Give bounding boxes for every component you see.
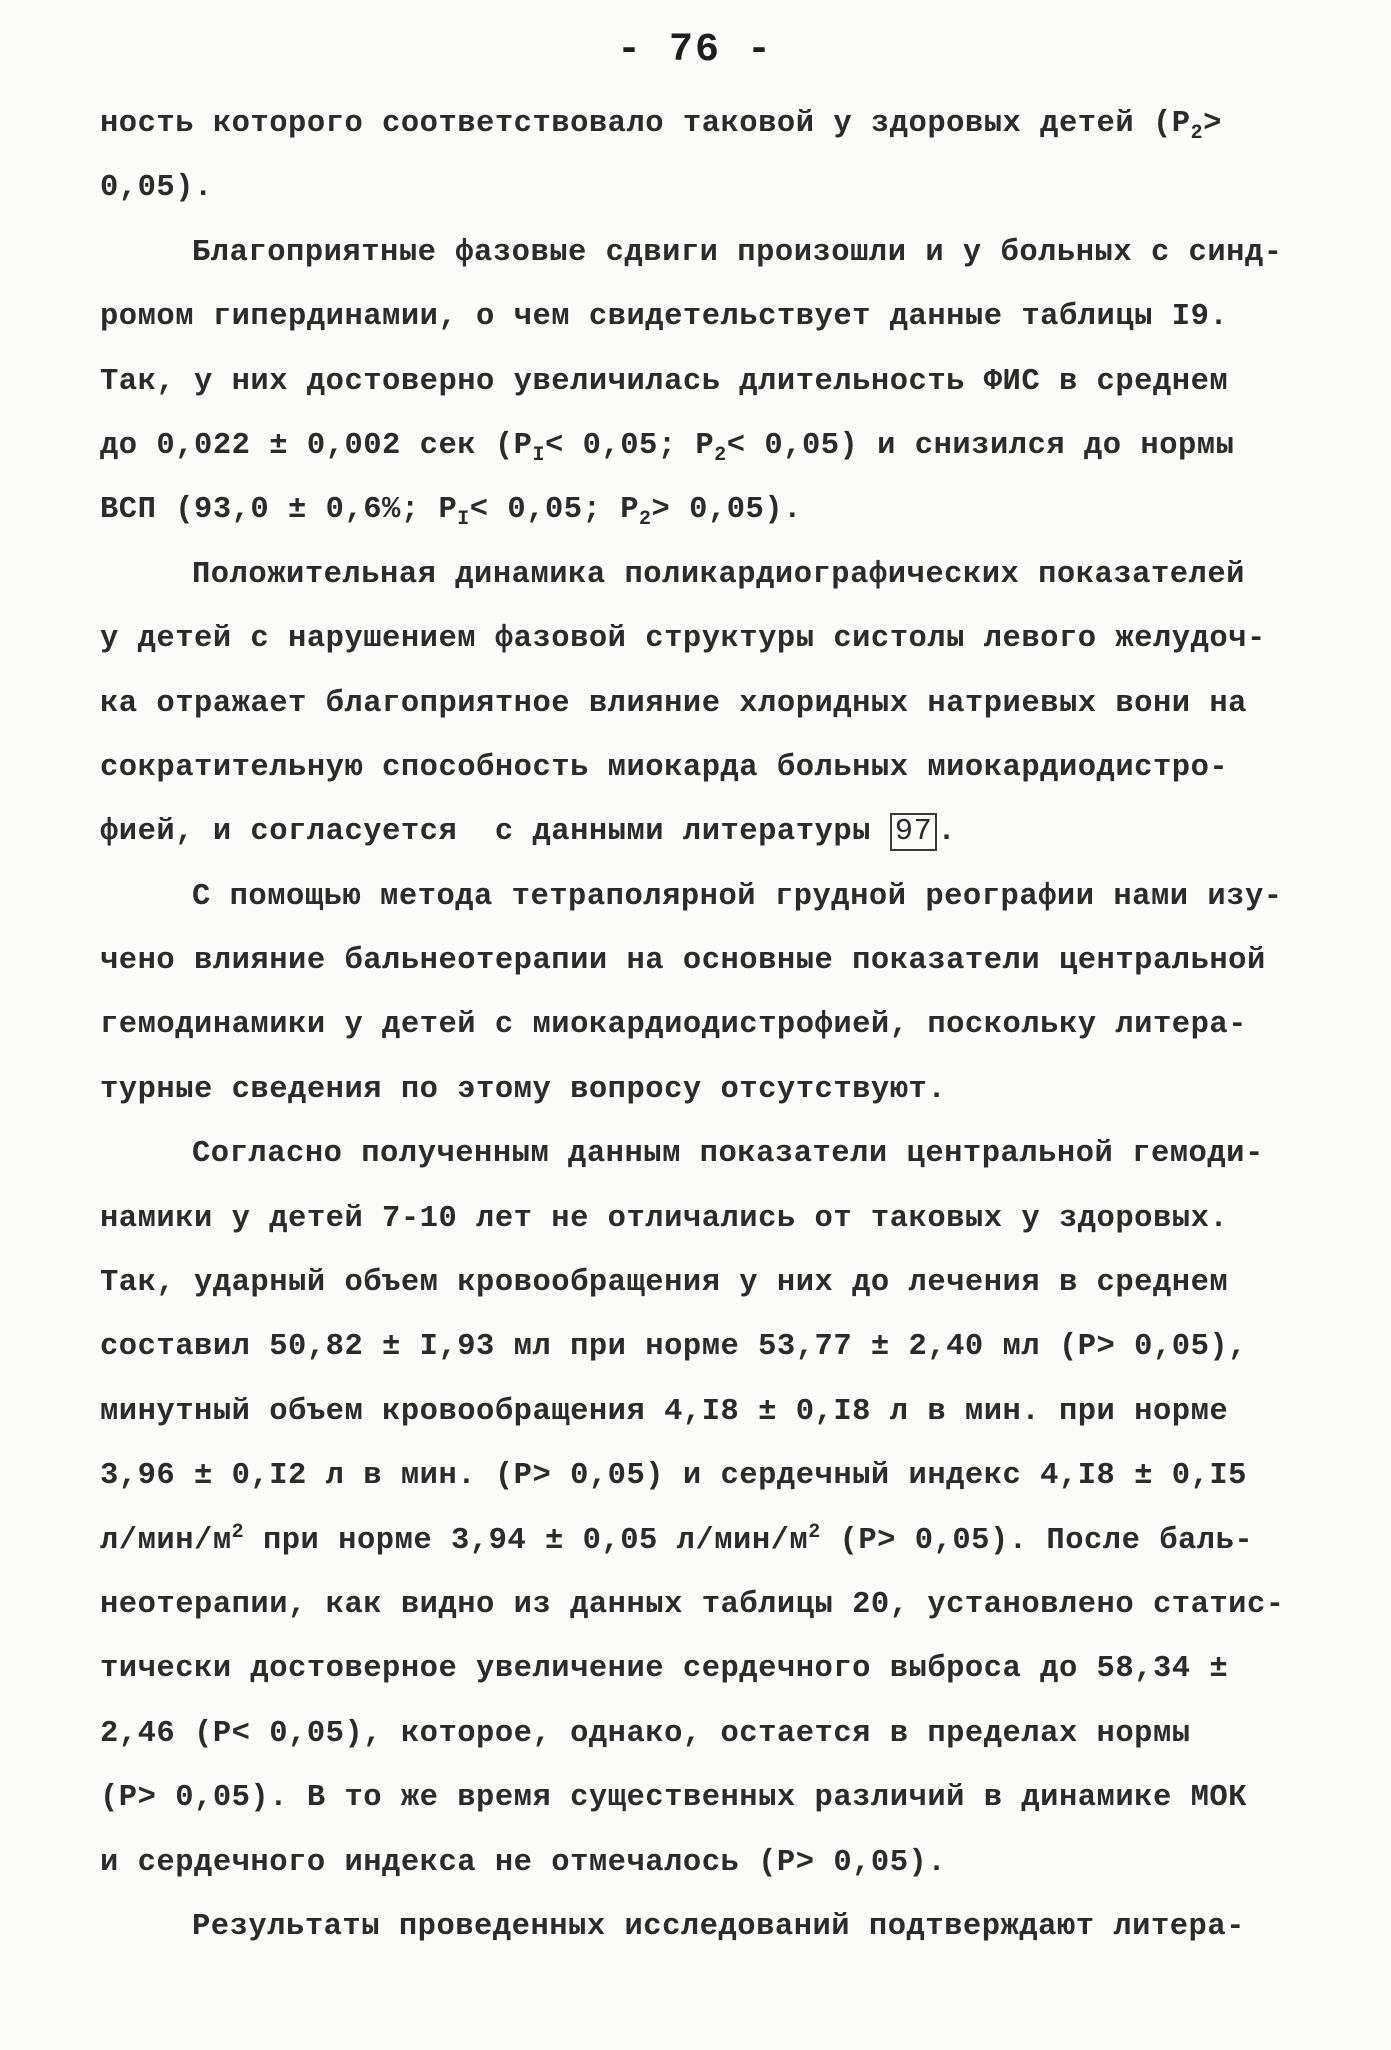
text-line: Так, ударный объем кровообращения у них до лечения в среднем: [100, 1266, 1229, 1301]
text-line: намики у детей 7-10 лет не отличались от таковых у здоровых.: [100, 1201, 1229, 1236]
paragraph-start: Положительная динамика поликардиографических показателей: [192, 557, 1245, 592]
text-line: тически достоверное увеличение сердечного выброса до 58,34 ±: [100, 1652, 1229, 1687]
text-line: неотерапии, как видно из данных таблицы 20, установлено статис-: [100, 1587, 1285, 1622]
text-line: ромом гипердинамии, о чем свидетельствует данные таблицы I9.: [100, 300, 1229, 335]
text-line: и сердечного индекса не отмечалось (P> 0,05).: [100, 1845, 947, 1880]
text-line: 3,96 ± 0,I2 л в мин. (P> 0,05) и сердечный индекс 4,I8 ± 0,I5: [100, 1459, 1247, 1494]
text-line: $л/мин/м^2$ при норме 3,94 ± 0,05 $л/мин/м^2$ (P> 0,05). После баль-: [100, 1520, 1254, 1558]
paragraph-start: Результаты проведенных исследований подтверждают литера-: [192, 1909, 1245, 1944]
text-line: сократительную способность миокарда больных миокардиодистро-: [100, 750, 1229, 785]
body-text: [100, 92, 1295, 1959]
paragraph-start: С помощью метода тетраполярной грудной реографии нами изу-: [192, 879, 1283, 914]
text-line: 2,46 (P< 0,05), которое, однако, остается в пределах нормы: [100, 1716, 1191, 1751]
text-line: 0,05).: [100, 171, 213, 206]
text-line: фией, и согласуется с данными литературы 97 .: [100, 815, 957, 850]
citation-reference: 97: [890, 813, 938, 851]
text-line: составил 50,82 ± I,93 мл при норме 53,77 ± 2,40 мл (P> 0,05),: [100, 1330, 1247, 1365]
text-line: гемодинамики у детей с миокардиодистрофией, поскольку литера-: [100, 1008, 1247, 1043]
text-line: (P> 0,05). В то же время существенных различий в динамике МОК: [100, 1781, 1247, 1816]
text-line: ВСП (93,0 ± 0,6%; $P_I< 0,05$; $P_2> 0,05$).: [100, 493, 802, 532]
text-line: турные сведения по этому вопросу отсутствуют.: [100, 1072, 947, 1107]
text-line: чено влияние бальнеотерапии на основные показатели центральной: [100, 944, 1266, 979]
page-number: - 76 -: [616, 28, 774, 73]
text-line: минутный объем кровообращения 4,I8 ± 0,I8 л в мин. при норме: [100, 1394, 1229, 1429]
text-line: ка отражает благоприятное влияние хлоридных натриевых вони на: [100, 686, 1247, 721]
text-line: до 0,022 ± 0,002 сек ($P_I< 0,05$; $P_2< 0,05$) и снизился до нормы: [100, 428, 1235, 468]
paragraph-start: Благоприятные фазовые сдвиги произошли и у больных с синд-: [192, 235, 1283, 270]
paragraph-start: Согласно полученным данным показатели центральной гемоди-: [192, 1137, 1264, 1172]
text-line: у детей с нарушением фазовой структуры систолы левого желудоч-: [100, 622, 1266, 657]
text-line: ность которого соответствовало таковой у здоровых детей ($P_2>$: [100, 107, 1222, 146]
text-line: Так, у них достоверно увеличилась длительность ФИС в среднем: [100, 364, 1229, 399]
